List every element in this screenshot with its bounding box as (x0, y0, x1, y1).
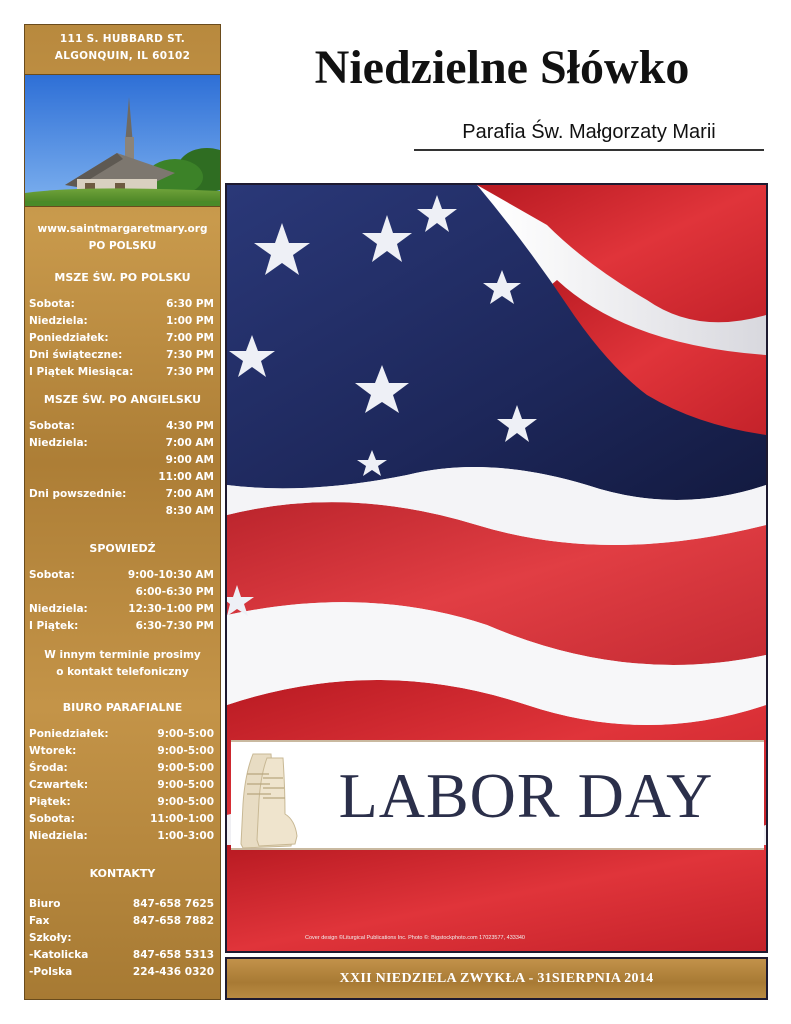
contact-label: Biuro (29, 898, 61, 910)
confession-list (25, 567, 220, 635)
address-line-1: 111 S. HUBBARD ST. (59, 33, 186, 45)
english-mass-row (25, 452, 220, 469)
polish-masses-header: MSZE ŚW. PO POLSKU (54, 271, 191, 284)
contact-row (25, 913, 220, 930)
mass-time: 7:00 AM (165, 437, 214, 449)
polish-mass-row (25, 364, 220, 381)
confession-row (25, 584, 220, 601)
confession-day: I Piątek: (29, 620, 79, 632)
office-day: Środa: (29, 762, 68, 774)
confession-day: Niedziela: (29, 603, 88, 615)
contacts-list (25, 896, 220, 981)
office-row (25, 811, 220, 828)
contacts-header: KONTAKTY (89, 867, 156, 880)
mass-time: 7:00 PM (166, 332, 214, 344)
contact-label: Szkoły: (29, 932, 72, 944)
office-row (25, 794, 220, 811)
office-row (25, 828, 220, 845)
contact-phone: 847-658 7625 (132, 898, 214, 910)
english-mass-row (25, 486, 220, 503)
mass-day: I Piątek Miesiąca: (29, 366, 134, 378)
work-boots-icon (233, 744, 299, 850)
cover-image (225, 183, 768, 953)
mass-day: Dni świąteczne: (29, 349, 123, 361)
parish-website: www.saintmargaretmary.org (37, 223, 208, 235)
mass-time: 4:30 PM (166, 420, 214, 432)
confession-time: 9:00-10:30 AM (127, 569, 214, 581)
office-time: 9:00-5:00 (157, 762, 214, 774)
mass-time: 11:00 AM (158, 471, 214, 483)
english-masses-header: MSZE ŚW. PO ANGIELSKU (43, 393, 202, 406)
mass-day: Niedziela: (29, 437, 88, 449)
office-row (25, 777, 220, 794)
office-row (25, 743, 220, 760)
office-time: 9:00-5:00 (157, 745, 214, 757)
office-hours-list (25, 726, 220, 845)
polish-mass-row (25, 347, 220, 364)
contact-row (25, 930, 220, 947)
polish-mass-row (25, 330, 220, 347)
confession-row (25, 618, 220, 635)
polish-mass-row (25, 296, 220, 313)
contact-phone: 847-658 7882 (132, 915, 214, 927)
church-photo (25, 74, 220, 207)
cover-credit: Cover design ©Liturgical Publications Inc. Photo ©: Bigstockphoto.com 17023577, 433340 (305, 935, 525, 941)
mass-time: 7:30 PM (166, 366, 214, 378)
contact-phone: 847-658 5313 (132, 949, 214, 961)
contact-label: -Katolicka (29, 949, 89, 961)
bulletin-title: Niedzielne Słówko (314, 41, 690, 94)
contact-phone: 224-436 0320 (132, 966, 214, 978)
contact-phone (123, 930, 214, 947)
mass-day: Dni powszednie: (29, 488, 127, 500)
english-masses-list (25, 418, 220, 520)
parish-address (25, 25, 220, 65)
english-mass-row (25, 469, 220, 486)
labor-day-text: LABOR DAY (338, 760, 714, 831)
office-time: 9:00-5:00 (157, 779, 214, 791)
po-polsku-label: PO POLSKU (88, 240, 157, 252)
confession-time: 12:30-1:00 PM (128, 603, 214, 615)
office-time: 11:00-1:00 (150, 813, 214, 825)
office-time: 1:00-3:00 (157, 830, 214, 842)
office-header: BIURO PARAFIALNE (62, 701, 183, 714)
mass-time: 6:30 PM (166, 298, 214, 310)
labor-day-banner (231, 740, 764, 850)
polish-mass-row (25, 313, 220, 330)
mass-time: 1:00 PM (166, 315, 214, 327)
mass-day: Sobota: (29, 298, 75, 310)
sidebar (24, 24, 221, 1000)
office-row (25, 726, 220, 743)
office-day: Sobota: (29, 813, 75, 825)
address-line-2: ALGONQUIN, IL 60102 (54, 50, 191, 62)
office-day: Niedziela: (29, 830, 88, 842)
contact-row (25, 964, 220, 981)
contact-label: Fax (29, 915, 50, 927)
office-row (25, 760, 220, 777)
office-time: 9:00-5:00 (157, 728, 214, 740)
office-day: Piątek: (29, 796, 71, 808)
contact-row (25, 947, 220, 964)
parish-name: Parafia Św. Małgorzaty Marii (414, 118, 764, 151)
mass-time: 9:00 AM (165, 454, 214, 466)
contact-label: -Polska (29, 966, 73, 978)
confession-note-line-1: W innym terminie prosimy (44, 649, 201, 661)
mass-time: 7:00 AM (165, 488, 214, 500)
confession-note-line-2: o kontakt telefoniczny (56, 666, 189, 678)
confession-day: Sobota: (29, 569, 75, 581)
confession-row (25, 601, 220, 618)
mass-day: Poniedziałek: (29, 332, 109, 344)
office-day: Poniedziałek: (29, 728, 109, 740)
liturgical-date-bar: XXII NIEDZIELA ZWYKŁA - 31SIERPNIA 2014 (225, 957, 768, 1000)
mass-day: Niedziela: (29, 315, 88, 327)
mass-time: 7:30 PM (166, 349, 214, 361)
office-day: Wtorek: (29, 745, 77, 757)
polish-masses-list (25, 296, 220, 381)
english-mass-row (25, 418, 220, 435)
mass-day: Sobota: (29, 420, 75, 432)
sidebar-content (25, 221, 220, 981)
confession-header: SPOWIEDŹ (89, 542, 156, 555)
confession-row (25, 567, 220, 584)
mass-time: 8:30 AM (165, 505, 214, 517)
confession-time: 6:30-7:30 PM (135, 620, 214, 632)
office-time: 9:00-5:00 (157, 796, 214, 808)
confession-time: 6:00-6:30 PM (135, 586, 214, 598)
contact-row (25, 896, 220, 913)
english-mass-row (25, 503, 220, 520)
english-mass-row (25, 435, 220, 452)
office-day: Czwartek: (29, 779, 89, 791)
confession-note (25, 647, 220, 681)
